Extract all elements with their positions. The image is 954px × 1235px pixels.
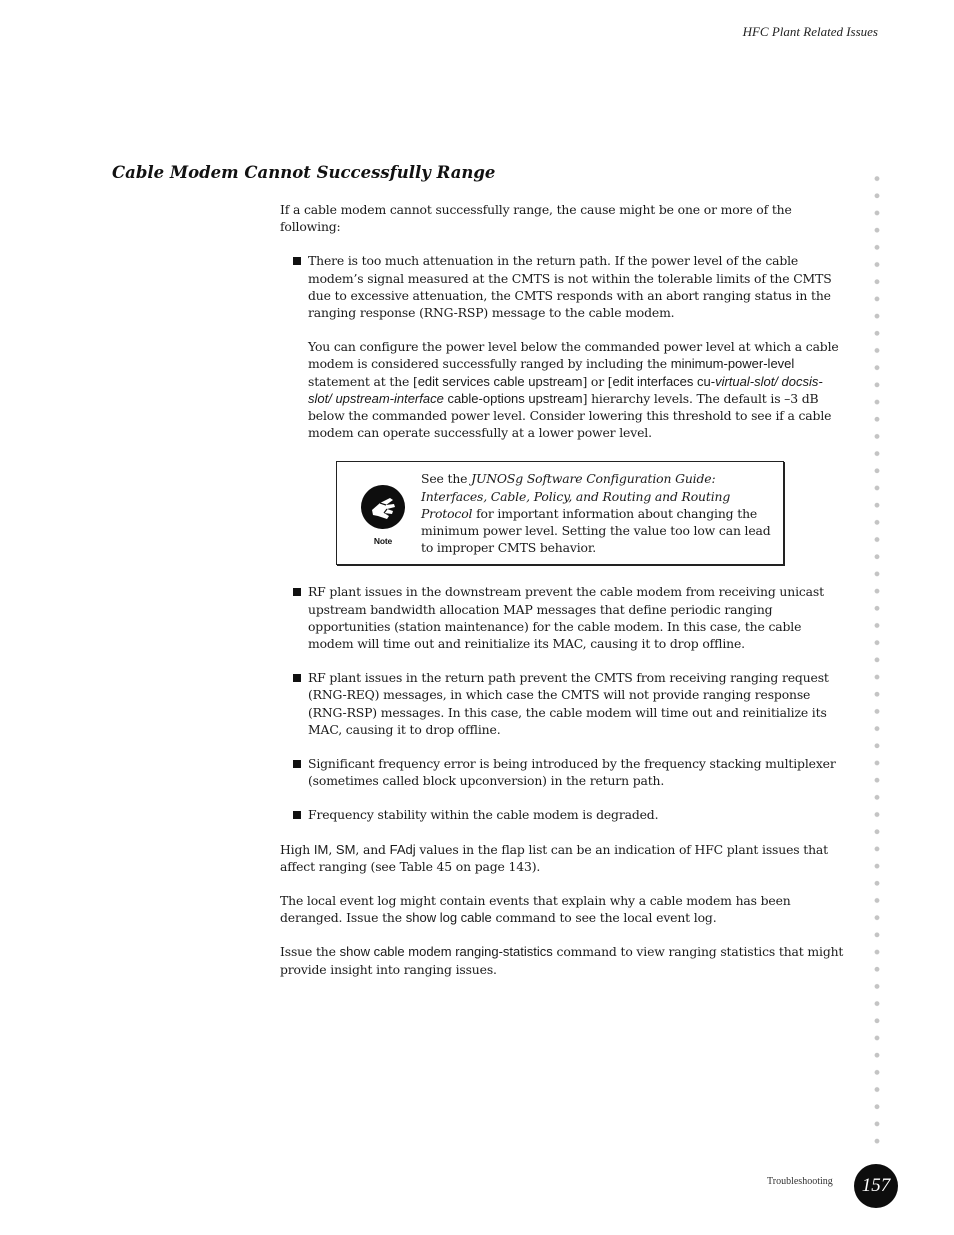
square-bullet-icon — [293, 760, 301, 768]
flap-field-fadj: FAdj — [389, 841, 416, 857]
hierarchy-path: cable-options upstream — [443, 390, 583, 406]
list-item-text: Significant frequency error is being introduced by the frequency stacking multiplexer (sometimes called block upconversion) in the return path. — [308, 756, 836, 789]
cause-list — [280, 252, 845, 823]
text-run: values in the flap list can be an indication of HFC plant issues that affect ranging (see Table 45 on page 143). — [280, 841, 829, 874]
section-title: Cable Modem Cannot Successfully Range — [112, 163, 496, 182]
event-log-paragraph — [280, 892, 845, 926]
list-item — [280, 806, 845, 823]
running-head: HFC Plant Related Issues — [742, 24, 878, 39]
text-run: command to view ranging statistics that might provide insight into ranging issues. — [280, 944, 844, 977]
hierarchy-path: edit interfaces cu- — [612, 373, 716, 389]
note-hand-icon — [360, 484, 406, 530]
ranging-stats-paragraph — [280, 943, 845, 977]
list-item-paragraph — [308, 338, 845, 441]
text-run: ] or [ — [582, 373, 613, 389]
footer-chapter-label: Troubleshooting — [767, 1176, 833, 1187]
list-item-text: RF plant issues in the downstream prevent the cable modem from receiving unicast upstream bandwidth allocation MAP messages that define periodic ranging opportunities (station maintenance) for the cable modem. In this case, the cable modem will time out and reinitialize its MAC, causing it to drop offline. — [308, 584, 824, 652]
hierarchy-path: edit services cable upstream — [417, 373, 583, 389]
text-run: statement at the [ — [308, 373, 418, 389]
text-run: See the — [421, 471, 472, 487]
text-run: You can configure the power level below the commanded power level at which a cable modem is considered successfully ranged by including the — [308, 339, 839, 372]
list-item — [280, 669, 845, 738]
list-item — [280, 252, 845, 565]
body-content — [280, 201, 845, 995]
square-bullet-icon — [293, 811, 301, 819]
note-text — [421, 470, 777, 556]
list-item — [280, 583, 845, 652]
list-item-text: There is too much attenuation in the return path. If the power level of the cable modem’s signal measured at the CMTS is not within the tolerable limits of the CMTS due to excessive attenuation, the CMTS responds with an abort ranging status in the ranging response (RNG-RSP) message to the cable modem. — [308, 253, 832, 321]
text-run: , — [328, 841, 336, 857]
margin-dot-rule — [874, 170, 880, 1150]
text-run: for important information about changing the minimum power level. Setting the value too low can lead to improper CMTS behavior. — [421, 505, 771, 556]
intro-paragraph: If a cable modem cannot successfully range, the cause might be one or more of the following: — [280, 202, 792, 235]
square-bullet-icon — [293, 674, 301, 682]
text-run: Issue the — [280, 944, 340, 960]
flap-field-sm: SM — [335, 841, 356, 857]
list-item — [280, 755, 845, 789]
square-bullet-icon — [293, 588, 301, 596]
note-label: Note — [373, 536, 393, 547]
note-box — [336, 461, 784, 565]
text-run: The local event log might contain events that explain why a cable modem has been deranged. Issue the — [280, 893, 791, 926]
book-title-reference[interactable]: JUNOSg Software Configuration Guide: Interfaces, Cable, Policy, and Routing and Routing Protocol — [421, 471, 731, 521]
flap-list-paragraph — [280, 841, 845, 875]
text-run: High — [280, 841, 314, 857]
command-show-log-cable: show log cable — [405, 910, 492, 926]
list-item-text: RF plant issues in the return path prevent the CMTS from receiving ranging request (RNG-REQ) messages, in which case the CMTS will not provide ranging response (RNG-RSP) messages. In this case, the cable modem will time out and reinitialize its MAC, causing it to drop offline. — [308, 670, 829, 737]
page-number-badge: 157 — [854, 1164, 898, 1208]
text-run: command to see the local event log. — [491, 910, 717, 926]
note-icon-wrap — [359, 484, 407, 550]
text-run: , and — [355, 841, 390, 857]
statement-name: minimum-power-level — [670, 356, 795, 372]
list-item-text: Frequency stability within the cable modem is degraded. — [308, 807, 659, 823]
command-ranging-statistics: show cable modem ranging-statistics — [339, 944, 553, 960]
text-run: ] hierarchy levels. The default is –3 dB below the commanded power level. Consider lowering this threshold to see if a cable modem can operate successfully at a lower power level. — [308, 390, 832, 441]
square-bullet-icon — [293, 257, 301, 265]
hierarchy-variable: virtual-slot/ docsis-slot/ upstream-interface — [308, 373, 823, 406]
flap-field-im: IM — [313, 841, 329, 857]
